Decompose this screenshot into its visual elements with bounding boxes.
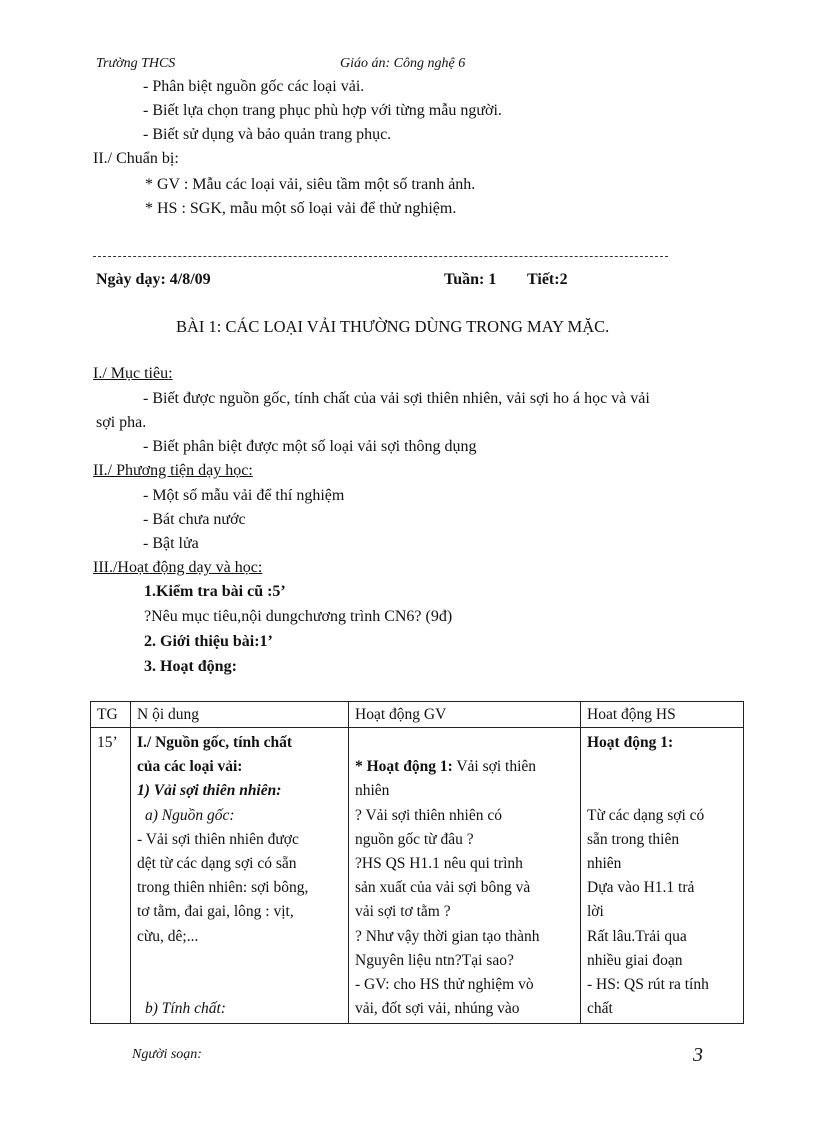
header-gv: Hoạt động GV — [349, 702, 581, 728]
gv-line: vải sợi tơ tằm ? — [355, 903, 451, 921]
content-origin-label: a) Nguồn gốc: — [145, 806, 235, 824]
hs-line: Rất lâu.Trải qua — [587, 927, 687, 945]
objective-2: - Biết phân biệt được một số loại vải sợi thông dụng — [143, 438, 477, 455]
content-body-line: trong thiên nhiên: sợi bông, — [137, 879, 309, 897]
footer-author: Người soạn: — [132, 1047, 202, 1062]
hs-line: sẵn trong thiên — [587, 830, 680, 848]
time-cell: 15’ — [91, 728, 131, 1024]
content-body-line: cừu, dê;... — [137, 927, 199, 945]
header-content: N ội dung — [131, 702, 349, 728]
check-label: 1.Kiểm tra bài cũ :5’ — [144, 583, 286, 600]
gv-activity-label: * Hoạt động 1: — [355, 758, 453, 776]
hs-line: Từ các dạng sợi có — [587, 806, 705, 824]
check-question: ?Nêu mục tiêu,nội dungchương trình CN6? (9đ) — [144, 608, 453, 625]
hs-cell — [581, 728, 744, 1024]
hs-line: nhiên — [587, 855, 622, 873]
gv-line: Nguyên liệu ntn?Tại sao? — [355, 951, 514, 969]
means-item-3: - Bật lửa — [143, 535, 199, 552]
header-hs: Hoat động HS — [581, 702, 744, 728]
header-subject: Giáo án: Công nghệ 6 — [340, 56, 466, 71]
table-header-row — [91, 702, 744, 728]
content-cell — [131, 728, 349, 1024]
prev-objective-1: - Phân biệt nguồn gốc các loại vải. — [143, 78, 365, 95]
hs-line: nhiều giai đoạn — [587, 951, 683, 969]
means-heading: II./ Phương tiện dạy học: — [93, 462, 253, 479]
prev-objective-3: - Biết sử dụng và bảo quản trang phục. — [143, 126, 392, 143]
objective-1-cont: sợi pha. — [96, 414, 147, 431]
hs-line: Dựa vào H1.1 trả — [587, 879, 695, 897]
prep-item-hs: * HS : SGK, mẫu một số loại vải để thử nghiệm. — [145, 200, 457, 217]
gv-line: - GV: cho HS thử nghiệm vò — [355, 976, 534, 994]
gv-line: vải, đốt sợi vải, nhúng vào — [355, 1000, 520, 1018]
means-item-2: - Bát chưa nước — [143, 511, 246, 528]
prev-objective-2: - Biết lựa chọn trang phục phù hợp với từng mẫu người. — [143, 102, 502, 119]
check-label-wrap — [144, 583, 286, 601]
activities-heading: III./Hoạt động dạy và học: — [93, 559, 263, 576]
date-taught: Ngày dạy: 4/8/09 — [96, 271, 211, 288]
lesson-title: BÀI 1: CÁC LOẠI VẢI THƯỜNG DÙNG TRONG MAY MẶC. — [176, 317, 610, 336]
gv-line: sản xuất của vải sợi bông và — [355, 879, 531, 897]
gv-line: ? Vải sợi thiên nhiên có — [355, 806, 502, 824]
activity-table — [90, 701, 744, 1024]
gv-line: nguồn gốc từ đâu ? — [355, 830, 474, 848]
activity-label: 3. Hoạt động: — [144, 658, 237, 675]
gv-line: nhiên — [355, 782, 390, 800]
intro-label: 2. Giới thiệu bài:1’ — [144, 633, 273, 650]
hs-line: lời — [587, 903, 604, 921]
gv-activity-text: Vải sợi thiên — [452, 758, 537, 776]
content-property-label: b) Tính chất: — [145, 1000, 226, 1018]
content-title-1: I./ Nguồn gốc, tính chất — [137, 734, 293, 751]
hs-line: chất — [587, 1000, 613, 1018]
week-number: Tuần: 1 — [444, 271, 497, 288]
content-body-line: - Vải sợi thiên nhiên được — [137, 830, 299, 848]
content-title-2: của các loại vải: — [137, 758, 243, 776]
hs-title: Hoạt động 1: — [587, 734, 674, 751]
means-item-1: - Một số mẫu vải để thí nghiệm — [143, 487, 345, 504]
page-number: 3 — [693, 1044, 703, 1066]
gv-line: ?HS QS H1.1 nêu qui trình — [355, 855, 523, 873]
objective-1: - Biết được nguồn gốc, tính chất của vải sợi thiên nhiên, vải sợi ho á học và vải — [143, 390, 650, 407]
table-row — [91, 728, 744, 1024]
period-number: Tiết:2 — [527, 271, 568, 288]
content-body-line: dệt từ các dạng sợi có sẵn — [137, 855, 297, 873]
header-school: Trường THCS — [96, 56, 176, 71]
gv-cell — [349, 728, 581, 1024]
prep-heading: II./ Chuẩn bị: — [93, 150, 179, 167]
objectives-heading: I./ Mục tiêu: — [93, 365, 173, 382]
hs-line: - HS: QS rút ra tính — [587, 976, 709, 994]
content-subheading: 1) Vải sợi thiên nhiên: — [137, 782, 282, 800]
content-body-line: tơ tằm, đai gai, lông : vịt, — [137, 903, 294, 921]
prep-item-gv: * GV : Mẫu các loại vải, siêu tầm một số tranh ảnh. — [145, 176, 476, 193]
header-tg: TG — [91, 702, 131, 728]
section-divider — [93, 256, 668, 257]
gv-line: ? Như vậy thời gian tạo thành — [355, 927, 540, 945]
